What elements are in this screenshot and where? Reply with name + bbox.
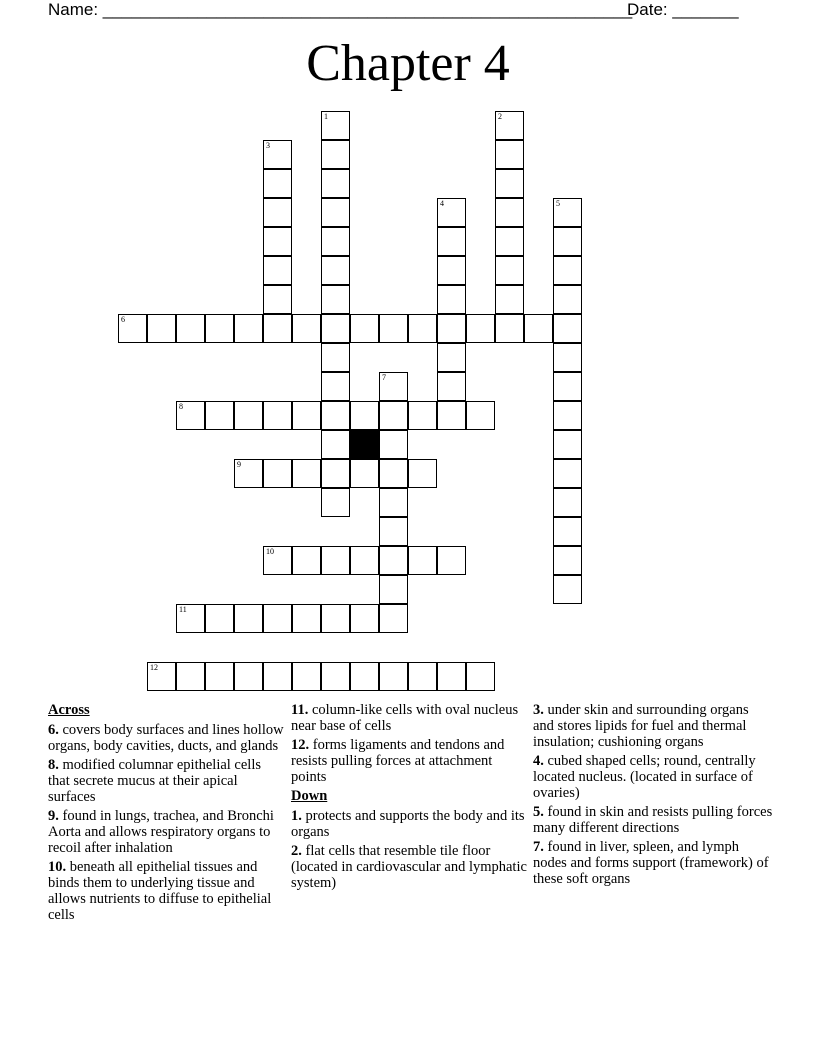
crossword-cell[interactable] [408, 459, 437, 488]
crossword-cell[interactable] [118, 314, 147, 343]
crossword-cell[interactable] [553, 285, 582, 314]
crossword-cell[interactable] [437, 662, 466, 691]
clue-number: 8. [48, 757, 59, 773]
crossword-cell[interactable] [553, 459, 582, 488]
clue-down-2 [291, 843, 527, 891]
clue-text: found in lungs, trachea, and Bronchi Aorta and allows respiratory organs to recoil after inhalation [48, 808, 274, 856]
clue-number: 9. [48, 808, 59, 824]
crossword-cell[interactable] [263, 314, 292, 343]
clue-across-10 [48, 859, 284, 923]
crossword-cell[interactable] [350, 662, 379, 691]
crossword-cell[interactable] [495, 227, 524, 256]
crossword-cell[interactable] [379, 488, 408, 517]
crossword-cell[interactable] [321, 430, 350, 459]
crossword-cell[interactable] [437, 227, 466, 256]
crossword-cell[interactable] [147, 314, 176, 343]
clue-down-7 [533, 839, 773, 887]
crossword-cell[interactable] [321, 604, 350, 633]
clue-number: 5. [533, 804, 544, 820]
crossword-cell[interactable] [495, 111, 524, 140]
crossword-cell[interactable] [437, 285, 466, 314]
clue-number-label: 6 [121, 315, 125, 324]
clue-number-label: 1 [324, 112, 328, 121]
crossword-cell[interactable] [379, 575, 408, 604]
crossword-cell[interactable] [437, 343, 466, 372]
crossword-cell[interactable] [408, 546, 437, 575]
clue-down-4 [533, 753, 773, 801]
crossword-cell[interactable] [379, 604, 408, 633]
clue-number-label: 10 [266, 547, 274, 556]
crossword-cell[interactable] [379, 401, 408, 430]
crossword-cell[interactable] [176, 662, 205, 691]
crossword-cell[interactable] [379, 372, 408, 401]
crossword-cell[interactable] [437, 256, 466, 285]
crossword-cell[interactable] [466, 662, 495, 691]
clue-number: 1. [291, 808, 302, 824]
crossword-cell[interactable] [263, 662, 292, 691]
clue-number: 10. [48, 859, 67, 875]
crossword-cell[interactable] [321, 256, 350, 285]
clue-down-1 [291, 808, 527, 840]
crossword-cell[interactable] [263, 401, 292, 430]
crossword-cell[interactable] [553, 227, 582, 256]
crossword-cell[interactable] [553, 372, 582, 401]
crossword-cell[interactable] [553, 401, 582, 430]
crossword-cell[interactable] [263, 198, 292, 227]
crossword-cell[interactable] [321, 343, 350, 372]
clue-text: column-like cells with oval nucleus near base of cells [291, 702, 519, 734]
crossword-cell[interactable] [350, 314, 379, 343]
crossword-cell[interactable] [205, 662, 234, 691]
crossword-cell[interactable] [495, 314, 524, 343]
clue-across-9 [48, 808, 284, 856]
clue-text: found in liver, spleen, and lymph nodes and forms support (framework) of these soft organs [533, 839, 769, 887]
crossword-cell[interactable] [524, 314, 553, 343]
crossword-cell[interactable] [553, 256, 582, 285]
clues-column-1 [48, 702, 284, 926]
clue-number-label: 12 [150, 663, 158, 672]
crossword-cell[interactable] [263, 546, 292, 575]
crossword-cell[interactable] [408, 314, 437, 343]
crossword-cell[interactable] [466, 401, 495, 430]
crossword-cell[interactable] [437, 401, 466, 430]
crossword-cell[interactable] [176, 314, 205, 343]
date-field-label: Date: _______ [627, 0, 739, 19]
crossword-cell[interactable] [263, 140, 292, 169]
across-heading: Across [48, 702, 90, 718]
crossword-cell[interactable] [408, 401, 437, 430]
clues-column-3 [533, 702, 773, 890]
clue-number-label: 11 [179, 605, 187, 614]
crossword-cell[interactable] [553, 343, 582, 372]
clue-number: 7. [533, 839, 544, 855]
crossword-cell[interactable] [321, 227, 350, 256]
clue-across-6 [48, 722, 284, 754]
crossword-cell[interactable] [437, 314, 466, 343]
clue-number-label: 4 [440, 199, 444, 208]
clue-text: beneath all epithelial tissues and binds them to underlying tissue and allows nutrients to diffuse to epithelial cells [48, 859, 272, 923]
crossword-cell[interactable] [437, 546, 466, 575]
crossword-cell[interactable] [379, 314, 408, 343]
crossword-cell[interactable] [553, 546, 582, 575]
crossword-cell[interactable] [263, 459, 292, 488]
crossword-cell[interactable] [495, 198, 524, 227]
crossword-cell[interactable] [466, 314, 495, 343]
crossword-cell[interactable] [321, 285, 350, 314]
crossword-cell[interactable] [379, 459, 408, 488]
crossword-cell[interactable] [321, 198, 350, 227]
crossword-cell[interactable] [292, 604, 321, 633]
crossword-cell[interactable] [263, 604, 292, 633]
clue-number: 6. [48, 722, 59, 738]
clue-number: 12. [291, 737, 310, 753]
crossword-cell[interactable] [263, 256, 292, 285]
crossword-cell[interactable] [176, 401, 205, 430]
crossword-cell[interactable] [350, 604, 379, 633]
crossword-cell[interactable] [553, 198, 582, 227]
crossword-cell[interactable] [379, 662, 408, 691]
crossword-cell[interactable] [205, 604, 234, 633]
crossword-cell[interactable] [321, 314, 350, 343]
clue-number-label: 7 [382, 373, 386, 382]
crossword-cell[interactable] [205, 314, 234, 343]
clue-number-label: 9 [237, 460, 241, 469]
crossword-cell[interactable] [234, 401, 263, 430]
clue-text: found in skin and resists pulling forces many different directions [533, 804, 773, 836]
crossword-cell[interactable] [321, 140, 350, 169]
clue-text: cubed shaped cells; round, centrally located nucleus. (located in surface of ovaries) [533, 753, 756, 801]
crossword-cell[interactable] [495, 256, 524, 285]
clue-text: covers body surfaces and lines hollow organs, body cavities, ducts, and glands [48, 722, 284, 754]
clue-number-label: 2 [498, 112, 502, 121]
crossword-cell[interactable] [292, 662, 321, 691]
crossword-cell[interactable] [234, 604, 263, 633]
clue-text: protects and supports the body and its organs [291, 808, 525, 840]
crossword-cell[interactable] [321, 488, 350, 517]
clue-text: modified columnar epithelial cells that secrete mucus at their apical surfaces [48, 757, 262, 805]
crossword-cell[interactable] [379, 517, 408, 546]
crossword-cell[interactable] [263, 169, 292, 198]
black-square [350, 430, 379, 459]
clue-text: flat cells that resemble tile floor (located in cardiovascular and lymphatic system) [291, 843, 527, 891]
crossword-cell[interactable] [292, 546, 321, 575]
crossword-cell[interactable] [321, 372, 350, 401]
crossword-cell[interactable] [350, 459, 379, 488]
crossword-cell[interactable] [437, 198, 466, 227]
crossword-cell[interactable] [553, 314, 582, 343]
crossword-cell[interactable] [147, 662, 176, 691]
down-heading: Down [291, 788, 328, 804]
clue-across-8 [48, 757, 284, 805]
name-field-label: Name: ________________________________________________________ [48, 0, 633, 19]
clue-across-12 [291, 737, 527, 785]
crossword-cell[interactable] [495, 140, 524, 169]
crossword-cell[interactable] [495, 285, 524, 314]
clue-down-3 [533, 702, 773, 750]
clue-down-5 [533, 804, 773, 836]
crossword-cell[interactable] [292, 401, 321, 430]
clues-column-2 [291, 702, 527, 894]
crossword-cell[interactable] [379, 430, 408, 459]
crossword-cell[interactable] [350, 546, 379, 575]
crossword-cell[interactable] [321, 546, 350, 575]
crossword-cell[interactable] [292, 314, 321, 343]
clue-number-label: 8 [179, 402, 183, 411]
clue-text: under skin and surrounding organs and stores lipids for fuel and thermal insulation; cushioning organs [533, 702, 749, 750]
crossword-cell[interactable] [321, 401, 350, 430]
clue-across-11 [291, 702, 527, 734]
crossword-cell[interactable] [321, 111, 350, 140]
crossword-cell[interactable] [263, 227, 292, 256]
crossword-cell[interactable] [263, 285, 292, 314]
crossword-cell[interactable] [321, 662, 350, 691]
crossword-cell[interactable] [176, 604, 205, 633]
clue-text: forms ligaments and tendons and resists pulling forces at attachment points [291, 737, 505, 785]
crossword-cell[interactable] [553, 488, 582, 517]
clue-number: 2. [291, 843, 302, 859]
page-title: Chapter 4 [306, 35, 510, 92]
crossword-cell[interactable] [553, 517, 582, 546]
crossword-cell[interactable] [234, 314, 263, 343]
clue-number-label: 5 [556, 199, 560, 208]
crossword-cell[interactable] [234, 459, 263, 488]
crossword-cell[interactable] [379, 546, 408, 575]
crossword-cell[interactable] [321, 169, 350, 198]
crossword-cell[interactable] [205, 401, 234, 430]
clue-number: 3. [533, 702, 544, 718]
crossword-cell[interactable] [234, 662, 263, 691]
crossword-cell[interactable] [553, 575, 582, 604]
clue-number: 4. [533, 753, 544, 769]
crossword-cell[interactable] [408, 662, 437, 691]
crossword-cell[interactable] [437, 372, 466, 401]
clue-number-label: 3 [266, 141, 270, 150]
crossword-cell[interactable] [350, 401, 379, 430]
clue-number: 11. [291, 702, 309, 718]
crossword-cell[interactable] [495, 169, 524, 198]
crossword-cell[interactable] [321, 459, 350, 488]
crossword-cell[interactable] [553, 430, 582, 459]
crossword-cell[interactable] [292, 459, 321, 488]
